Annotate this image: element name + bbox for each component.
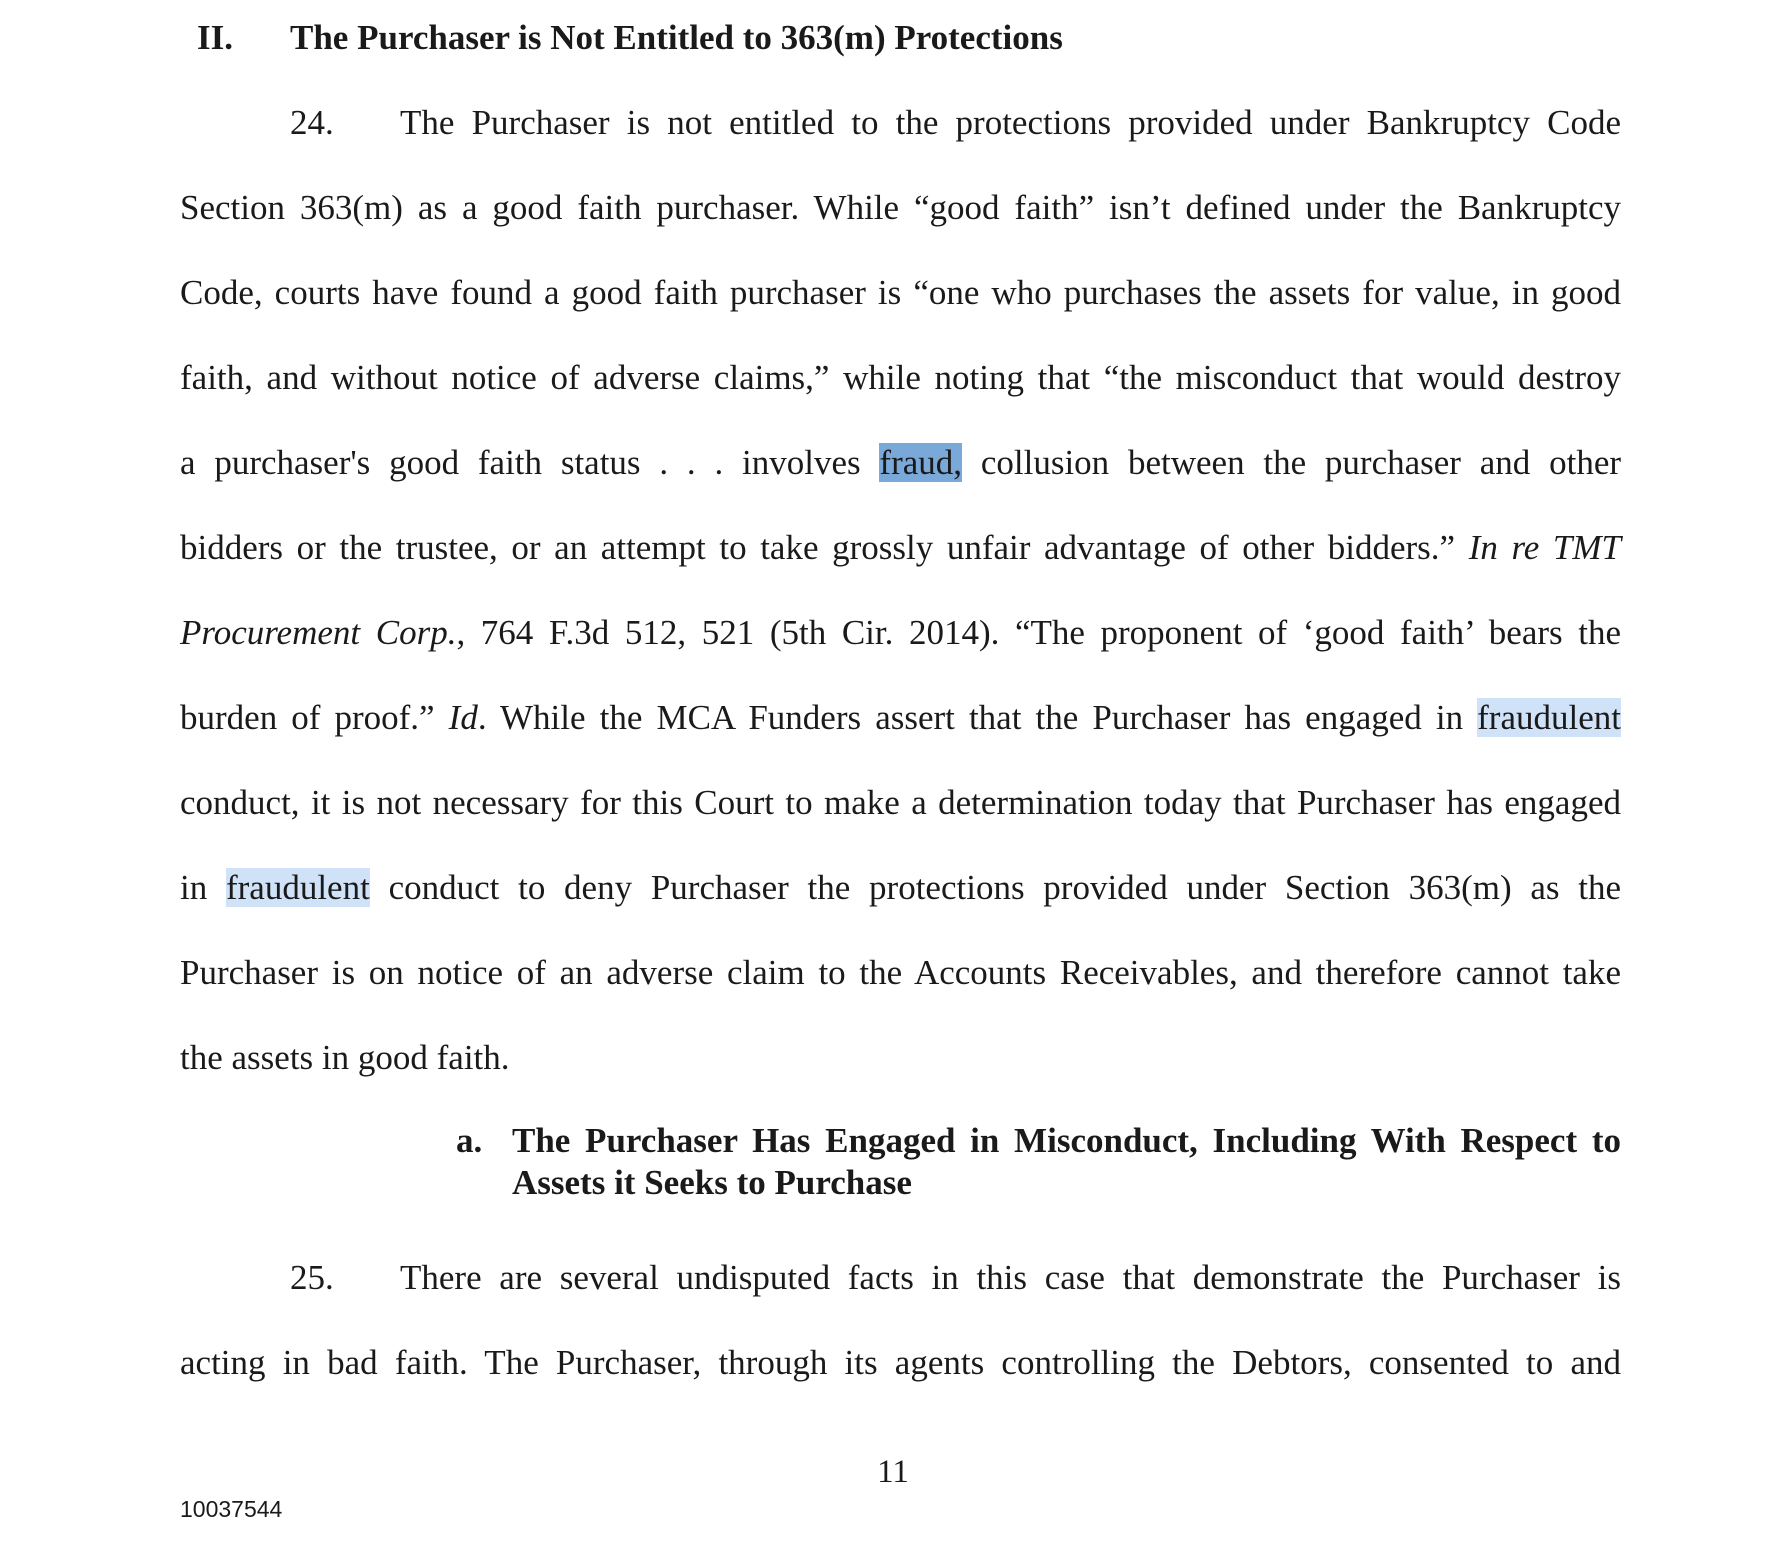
paragraph-24-line-11: Purchaser is on notice of an adverse claim to the Accounts Receivables, and therefore cannot take (180, 953, 1621, 992)
text-run: conduct to deny Purchaser the protections provided under Section 363(m) as the (388, 868, 1622, 907)
text-run: , 764 F.3d 512, 521 (5th Cir. 2014). “The proponent of ‘good faith’ bears the (456, 613, 1622, 652)
search-highlight-match[interactable]: fraudulent (225, 868, 370, 907)
paragraph-number: 24. (290, 103, 334, 142)
text-run: collusion between the purchaser and other (980, 443, 1622, 482)
section-heading (197, 12, 1063, 64)
paragraph-25-line-2: acting in bad faith. The Purchaser, through its agents controlling the Debtors, consented to and (180, 1343, 1621, 1382)
paragraph-24-line-4: faith, and without notice of adverse claims,” while noting that “the misconduct that would destroy (180, 358, 1621, 397)
case-citation: In re TMT (1468, 528, 1621, 567)
case-citation: Procurement Corp. (180, 613, 457, 652)
text-run: bidders or the trustee, or an attempt to take grossly unfair advantage of other bidders.” (180, 528, 1469, 567)
paragraph-24-line-10 (180, 860, 1621, 916)
paragraph-24-line-1 (180, 95, 1621, 151)
section-title: The Purchaser is Not Entitled to 363(m) Protections (290, 18, 1063, 57)
subsection-letter: a. (456, 1121, 483, 1160)
paragraph-25-line-1 (180, 1250, 1621, 1306)
text-run: There are several undisputed facts in this case that demonstrate the Purchaser is (400, 1258, 1621, 1297)
text-run: burden of proof.” (180, 698, 449, 737)
page-number: 11 (877, 1454, 909, 1490)
text-run: The Purchaser is not entitled to the protections provided under Bankruptcy Code (400, 103, 1621, 142)
section-number: II. (197, 18, 233, 57)
paragraph-24-line-7 (180, 605, 1621, 661)
paragraph-24-line-5 (180, 435, 1621, 491)
text-run: in (180, 868, 208, 907)
paragraph-24-line-2: Section 363(m) as a good faith purchaser. While “good faith” isn’t defined under the Bankruptcy (180, 188, 1621, 227)
text-run: . While the MCA Funders assert that the Purchaser has engaged in (477, 698, 1478, 737)
search-highlight-match[interactable]: fraudulent (1477, 698, 1621, 737)
subsection-heading (456, 1120, 1621, 1204)
paragraph-24-line-6 (180, 520, 1621, 576)
case-citation: Id (448, 698, 478, 737)
document-id: 10037544 (180, 1496, 283, 1522)
search-highlight-current[interactable]: fraud, (879, 443, 963, 482)
paragraph-24-line-3: Code, courts have found a good faith purchaser is “one who purchases the assets for value, in good (180, 273, 1621, 312)
text-run: a purchaser's good faith status . . . involves (180, 443, 861, 482)
paragraph-24-line-12: the assets in good faith. (180, 1038, 510, 1077)
paragraph-24-line-8 (180, 690, 1621, 746)
paragraph-24-line-9: conduct, it is not necessary for this Court to make a determination today that Purchaser has engaged (180, 783, 1621, 822)
subsection-title: The Purchaser Has Engaged in Misconduct, Including With Respect to Assets it Seeks to Purchase (512, 1121, 1621, 1202)
paragraph-number: 25. (290, 1258, 334, 1297)
